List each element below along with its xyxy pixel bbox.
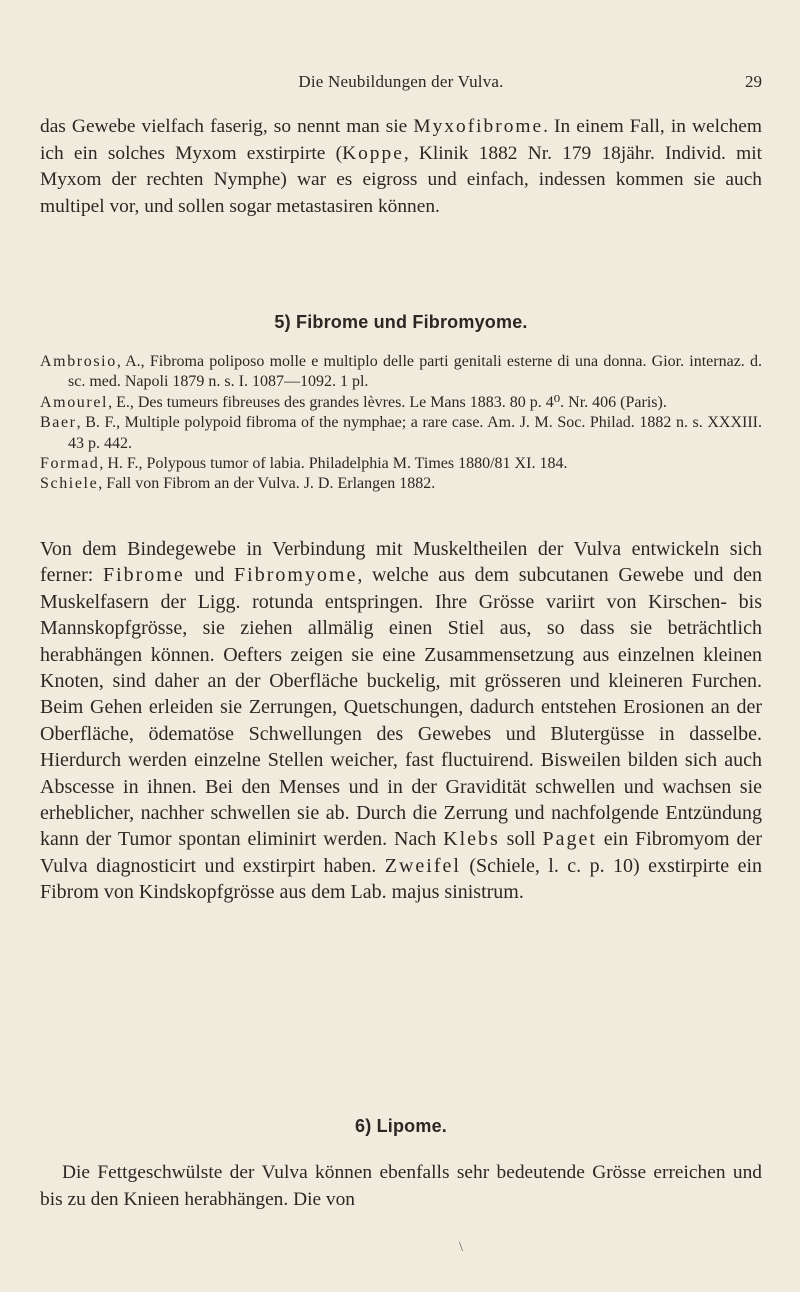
section-heading-fibrome: 5) Fibrome und Fibromyome. <box>274 312 528 332</box>
running-title: Die Neubildungen der Vulva. <box>298 72 504 91</box>
name-koppe: Koppe <box>342 142 404 164</box>
name-zweifel: Zweifel <box>384 854 461 877</box>
page-number: 29 <box>745 72 762 91</box>
page-header <box>40 72 762 96</box>
name-klebs: Klebs <box>443 828 500 851</box>
name-paget: Paget <box>542 828 597 851</box>
bib-entry: Baer, B. F., Multiple polypoid fibroma of the nymphae; a rare case. Am. J. M. Soc. Philad. 1882 n. s. XXXIII. 43 p. 442. <box>40 414 762 452</box>
term-myxofibrome: Myxofibrome <box>413 116 544 137</box>
bib-entry: Ambrosio, A., Fibroma poliposo molle e multiplo delle parti genitali esterne di una donna. Gior. internaz. d. sc. med. Napoli 1879 n. s. I. 1087—1092. 1 pl. <box>40 353 762 391</box>
bib-entry: Amourel, E., Des tumeurs fibreuses des grandes lèvres. Le Mans 1883. 80 p. 4⁰. Nr. 406 (Paris). <box>40 393 667 411</box>
intro-paragraph: das Gewebe vielfach faserig, so nennt man sie Myxofibrome. In einem Fall, in welchem ich ein solches Myxom exstirpirte (Koppe, Klinik 1882 Nr. 179 18jähr. Individ. mit Myxom der rechten Nymphe) war es eigross und einfach, indessen kommen sie auch multipel vor, und sollen sogar metastasiren können. <box>40 116 762 217</box>
fibrome-paragraph: Von dem Bindegewebe in Verbindung mit Muskeltheilen der Vulva entwickeln sich ferner: Fibrome und Fibromyome, welche aus dem subcutanen Gewebe und den Muskelfasern der Ligg. rotunda entspringen. Ihre Grösse variirt von Kirschen- bis Mannskopfgrösse, sie ziehen allmälig einen Stiel aus, so dass sie beträchtlich herabhängen können. Oefters zeigen sie eine Zusammensetzung aus einzelnen kleinen Knoten, sind daher an der Oberfläche buckelig, mit grösseren und kleineren Furchen. Beim Gehen erleiden sie Zerrungen, Quetschungen, dadurch entstehen Erosionen an der Oberfläche, ödematöse Schwellungen des Gewebes und Blutergüsse in dasselbe. Hierdurch werden einzelne Stellen weicher, fast fluctuirend. Bisweilen bilden sich auch Abscesse in ihnen. Bei den Menses und in der Gravidität schwellen und wachsen sie erheblicher, nachher schwellen sie ab. Durch die Zerrung und nachfolgende Entzündung kann der Tumor spontan eliminirt werden. Nach Klebs soll Paget ein Fibromyom der Vulva diagnosticirt und exstirpirt haben. Zweifel (Schiele, l. c. p. 10) exstirpirte ein Fibrom von Kindskopfgrösse aus dem Lab. majus sinistrum. <box>40 538 763 904</box>
lipome-paragraph: Die Fettgeschwülste der Vulva können ebenfalls sehr bedeutende Grösse erreichen und bis zu den Knieen herabhängen. Die von <box>40 1162 762 1210</box>
bib-entry: Formad, H. F., Polypous tumor of labia. Philadelphia M. Times 1880/81 XI. 184. <box>40 455 568 473</box>
section-heading-lipome: 6) Lipome. <box>354 1116 447 1136</box>
bibliography-fibrome <box>40 352 762 495</box>
bib-entry: Schiele, Fall von Fibrom an der Vulva. J. D. Erlangen 1882. <box>40 475 436 493</box>
term-fibrome: Fibrome <box>102 564 185 587</box>
margin-mark: \ <box>459 1240 463 1255</box>
book-page <box>40 0 762 1292</box>
term-fibromyome: Fibromyome <box>234 564 358 587</box>
